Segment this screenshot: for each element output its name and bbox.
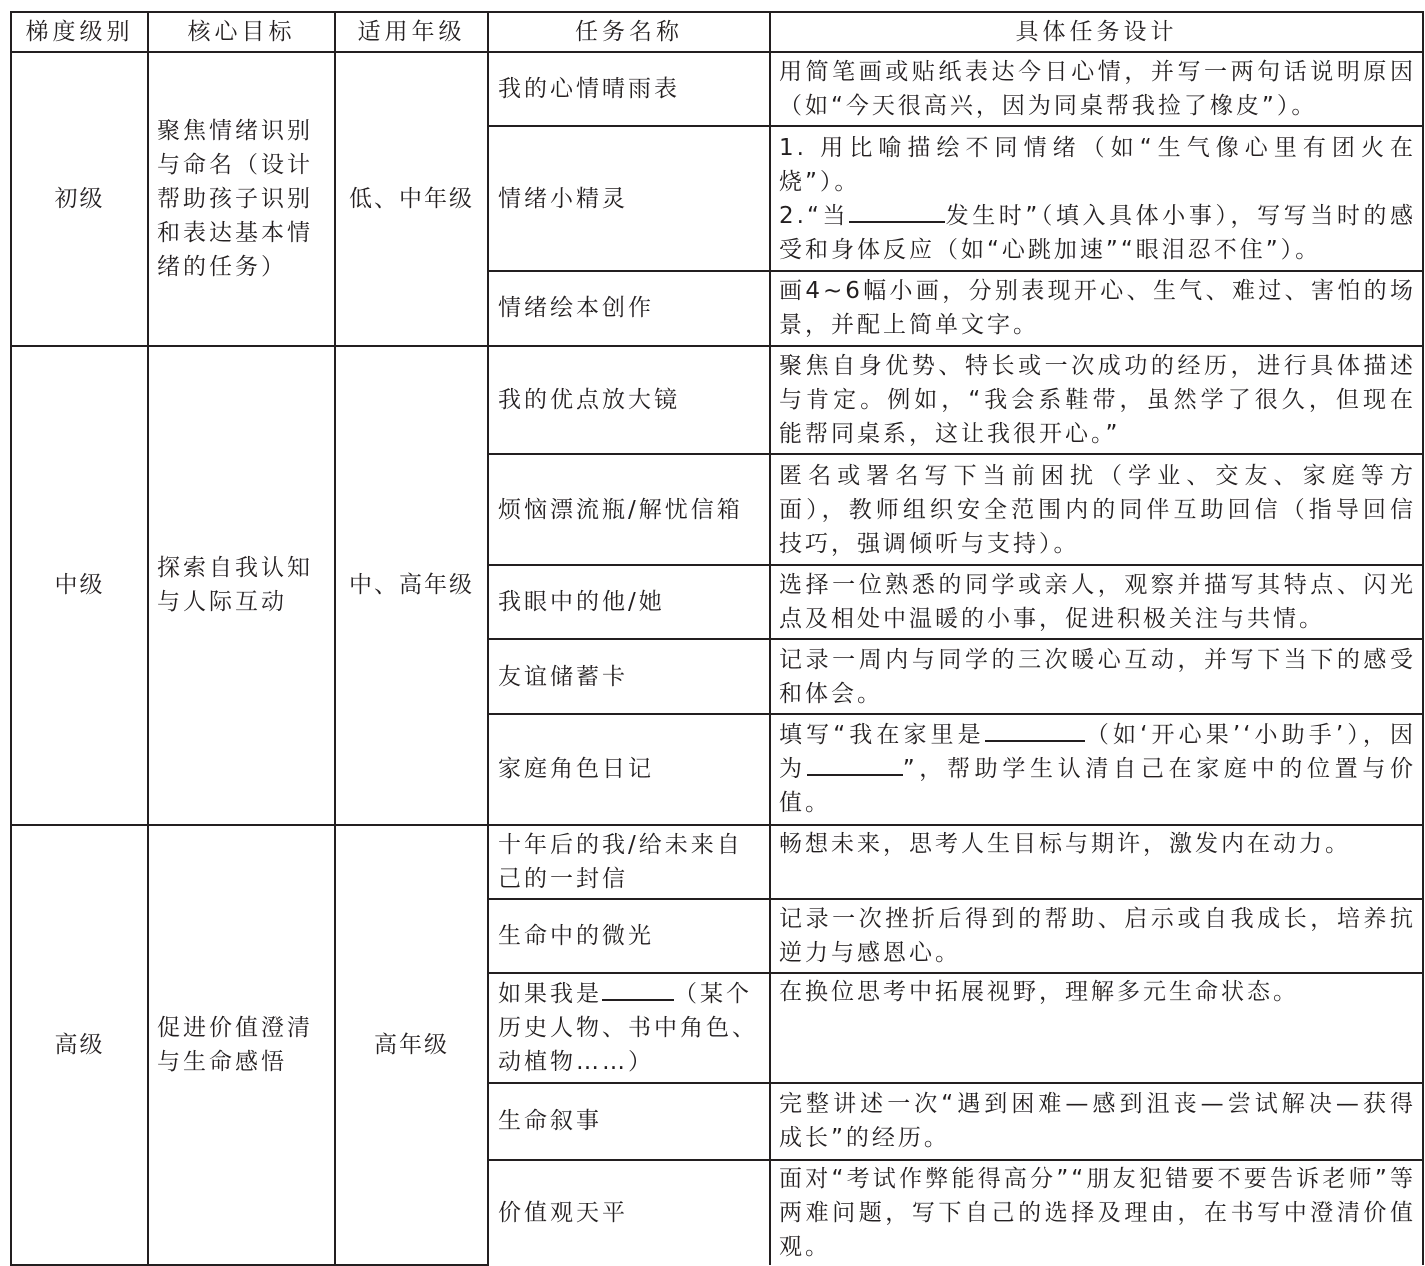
task-name-cell: 如果我是 （某个历史人物、书中角色、动植物……）: [488, 973, 770, 1083]
table-row: [11, 52, 1423, 126]
grade-cell: 中、高年级: [335, 346, 488, 825]
fill-blank: [849, 201, 945, 223]
header-task-name: 任务名称: [488, 12, 770, 52]
task-name-cell: 价值观天平: [488, 1160, 770, 1265]
task-name-cell: 十年后的我/给未来自己的一封信: [488, 825, 770, 899]
task-name-cell: 我眼中的他/她: [488, 565, 770, 639]
task-design-cell: 选择一位熟悉的同学或亲人，观察并描写其特点、闪光点及相处中温暖的小事，促进积极关注与共情。: [770, 565, 1423, 639]
task-design-cell: 1. 用比喻描绘不同情绪（如“生气像心里有团火在烧”）。 2.“当 发生时”（填入具体小事），写写当时的感受和身体反应（如“心跳加速”“眼泪忍不住”）。: [770, 126, 1423, 270]
fill-blank: [807, 754, 903, 776]
task-design-cell: 画4~6幅小画，分别表现开心、生气、难过、害怕的场景，并配上简单文字。: [770, 271, 1423, 346]
table-row: [11, 825, 1423, 899]
level-cell: 初级: [11, 52, 148, 346]
header-level: 梯度级别: [11, 12, 148, 52]
task-name-cell: 友谊储蓄卡: [488, 639, 770, 714]
goal-cell: 探索自我认知与人际互动: [148, 346, 335, 825]
goal-cell: 聚焦情绪识别与命名（设计帮助孩子识别和表达基本情绪的任务）: [148, 52, 335, 346]
task-design-table: [10, 11, 1424, 1266]
task-name-cell: 家庭角色日记: [488, 714, 770, 824]
header-grade: 适用年级: [335, 12, 488, 52]
task-design-cell: 面对“考试作弊能得高分”“朋友犯错要不要告诉老师”等两难问题，写下自己的选择及理由，在书写中澄清价值观。: [770, 1160, 1423, 1265]
level-cell: 中级: [11, 346, 148, 825]
task-design-cell: 记录一次挫折后得到的帮助、启示或自我成长，培养抗逆力与感恩心。: [770, 899, 1423, 973]
task-name-cell: 我的优点放大镜: [488, 346, 770, 454]
fill-blank: [602, 979, 674, 1001]
header-task-design: 具体任务设计: [770, 12, 1423, 52]
header-goal: 核心目标: [148, 12, 335, 52]
task-name-cell: 情绪绘本创作: [488, 271, 770, 346]
table-row: [11, 346, 1423, 454]
task-design-cell: 聚焦自身优势、特长或一次成功的经历，进行具体描述与肯定。例如，“我会系鞋带，虽然学了很久，但现在能帮同桌系，这让我很开心。”: [770, 346, 1423, 454]
task-design-cell: 在换位思考中拓展视野，理解多元生命状态。: [770, 973, 1423, 1083]
grade-cell: 高年级: [335, 825, 488, 1265]
level-cell: 高级: [11, 825, 148, 1265]
task-design-cell: 匿名或署名写下当前困扰（学业、交友、家庭等方面），教师组织安全范围内的同伴互助回信（指导回信技巧，强调倾听与支持）。: [770, 454, 1423, 564]
task-name-cell: 生命中的微光: [488, 899, 770, 973]
task-design-cell: 填写“我在家里是 （如‘开心果’‘小助手’），因为 ”，帮助学生认清自己在家庭中的位置与价值。: [770, 714, 1423, 824]
header-row: [11, 12, 1423, 52]
task-design-cell: 用简笔画或贴纸表达今日心情，并写一两句话说明原因（如“今天很高兴，因为同桌帮我捡了橡皮”）。: [770, 52, 1423, 126]
fill-blank: [985, 720, 1085, 742]
goal-cell: 促进价值澄清与生命感悟: [148, 825, 335, 1265]
task-name-cell: 我的心情晴雨表: [488, 52, 770, 126]
task-name-cell: 烦恼漂流瓶/解忧信箱: [488, 454, 770, 564]
task-name-cell: 生命叙事: [488, 1083, 770, 1159]
task-design-cell: 畅想未来，思考人生目标与期许，激发内在动力。: [770, 825, 1423, 899]
task-name-cell: 情绪小精灵: [488, 126, 770, 270]
grade-cell: 低、中年级: [335, 52, 488, 346]
task-design-cell: 完整讲述一次“遇到困难—感到沮丧—尝试解决—获得成长”的经历。: [770, 1083, 1423, 1159]
task-design-cell: 记录一周内与同学的三次暖心互动，并写下当下的感受和体会。: [770, 639, 1423, 714]
